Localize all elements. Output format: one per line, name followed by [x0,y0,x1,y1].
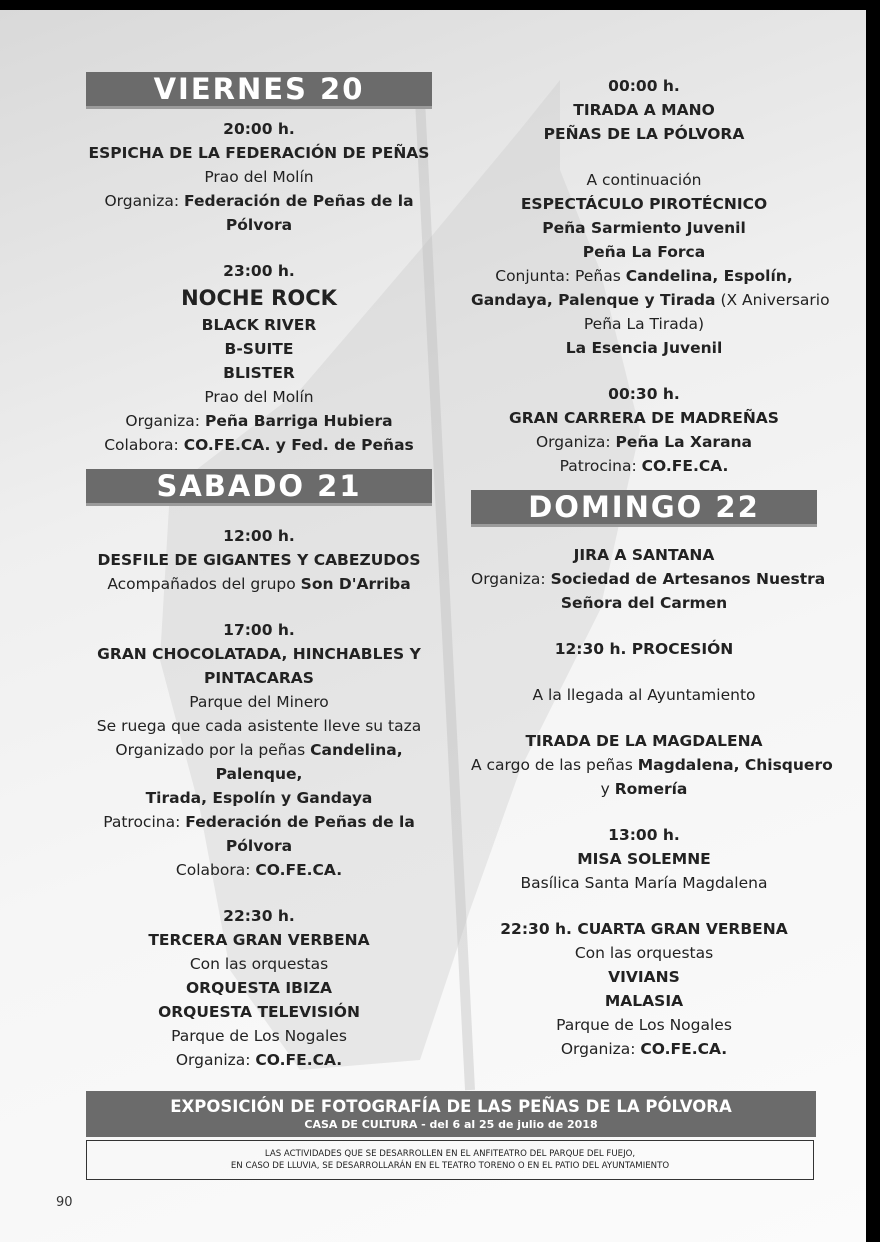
event-title: TIRADA A MANO [573,101,715,119]
rain-notice-box [86,1140,814,1180]
event-title: GRAN CHOCOLATADA, HINCHABLES Y [97,645,421,663]
event-organizer: Organiza: Sociedad de Artesanos Nuestra [471,570,826,588]
event-collaborator: Colabora: CO.FE.CA. [175,861,343,879]
event-description: Acompañados del grupo Son D'Arriba [107,575,411,593]
event-subtitle: Con las orquestas [189,955,329,973]
band-name: ORQUESTA TELEVISIÓN [158,1003,360,1021]
event-place: Prao del Molín [204,388,314,406]
event-title: TIRADA DE LA MAGDALENA [525,732,763,750]
pena-name: La Esencia Juvenil [565,339,723,357]
event-place: Prao del Molín [204,168,314,186]
left-column [86,72,432,1072]
event-time: 17:00 h. [223,621,295,639]
event-title: MISA SOLEMNE [577,850,711,868]
event-place: Parque de Los Nogales [171,1027,347,1045]
event-place: Parque de Los Nogales [556,1016,732,1034]
day-heading-viernes: VIERNES 20 [86,72,432,109]
pena-name: Peña Sarmiento Juvenil [542,219,746,237]
exhibition-banner [86,1091,816,1137]
band-name: B-SUITE [224,340,294,358]
right-column [471,74,833,1061]
band-name: ORQUESTA IBIZA [186,979,332,997]
event-title: 22:30 h. CUARTA GRAN VERBENA [500,920,788,938]
event-time: 00:00 h. [608,77,680,95]
event-description-cont: y Romería [600,780,688,798]
band-name: VIVIANS [608,968,680,986]
event-organizer: Organiza: Federación de Peñas de la [104,192,414,210]
band-name: BLACK RIVER [201,316,317,334]
event-time: 00:30 h. [608,385,680,403]
event-organizer: Organiza: CO.FE.CA. [560,1040,728,1058]
notice-line: EN CASO DE LLUVIA, SE DESARROLLARÁN EN EL TEATRO TORENO O EN EL PATIO DEL AYUNTAMIENTO [230,1161,670,1171]
pena-name: Peña La Forca [582,243,706,261]
event-organizer: Organiza: Peña La Xarana [535,433,753,451]
event-collaborator: Colabora: CO.FE.CA. y Fed. de Peñas [104,436,414,454]
event-time: 13:00 h. [608,826,680,844]
event-time: 23:00 h. [223,262,295,280]
event-place: Parque del Minero [189,693,329,711]
exhibition-subtitle: CASA DE CULTURA - del 6 al 25 de julio de 2018 [304,1118,598,1131]
day-heading-sabado: SABADO 21 [86,469,432,506]
day-heading-domingo: DOMINGO 22 [471,490,817,527]
exhibition-title: EXPOSICIÓN DE FOTOGRAFÍA DE LAS PEÑAS DE LA PÓLVORA [170,1097,732,1116]
event-organizer: Organiza: CO.FE.CA. [175,1051,343,1069]
event-organizer-cont: Pólvora [225,216,293,234]
band-name: BLISTER [223,364,295,382]
event-place: Basílica Santa María Magdalena [520,874,768,892]
band-name: MALASIA [604,992,684,1010]
event-organizer-cont: Tirada, Espolín y Gandaya [145,789,373,807]
event-sponsor: Patrocina: Federación de Peñas de la [103,813,415,831]
event-title: TERCERA GRAN VERBENA [148,931,370,949]
event-note: Se ruega que cada asistente lleve su taza [96,717,422,735]
event-title: NOCHE ROCK [181,286,337,310]
program-page [0,10,866,1242]
event-time: 12:00 h. [223,527,295,545]
event-organizer: Organizado por la peñas Candelina, [115,741,403,759]
event-joint-cont: Gandaya, Palenque y Tirada (X Aniversario [471,291,830,309]
event-title: GRAN CARRERA DE MADREÑAS [509,409,779,427]
event-time: 22:30 h. [223,907,295,925]
event-sponsor: Patrocina: CO.FE.CA. [559,457,729,475]
event-time: 20:00 h. [223,120,295,138]
event-subtitle: Con las orquestas [574,944,714,962]
event-title-cont: PINTACARAS [204,669,314,687]
event-description: A cargo de las peñas Magdalena, Chisquero [471,756,833,774]
event-intro: A continuación [586,171,702,189]
event-organizer: Organiza: Peña Barriga Hubiera [125,412,393,430]
event-sponsor-cont: Pólvora [225,837,293,855]
event-organizer-cont: Señora del Carmen [560,594,728,612]
event-joint: Conjunta: Peñas Candelina, Espolín, [495,267,793,285]
event-organizer-cont: Palenque, [215,765,303,783]
event-title: ESPECTÁCULO PIROTÉCNICO [520,195,768,213]
event-title: ESPICHA DE LA FEDERACIÓN DE PEÑAS [88,144,430,162]
event-title: DESFILE DE GIGANTES Y CABEZUDOS [97,551,421,569]
event-title: JIRA A SANTANA [573,546,715,564]
page-number: 90 [56,1195,73,1210]
notice-line: LAS ACTIVIDADES QUE SE DESARROLLEN EN EL ANFITEATRO DEL PARQUE DEL FUEJO, [264,1149,636,1159]
event-note: A la llegada al Ayuntamiento [532,686,756,704]
event-joint-note: Peña La Tirada) [583,315,705,333]
event-title-cont: PEÑAS DE LA PÓLVORA [543,125,745,143]
event-title: 12:30 h. PROCESIÓN [554,640,734,658]
